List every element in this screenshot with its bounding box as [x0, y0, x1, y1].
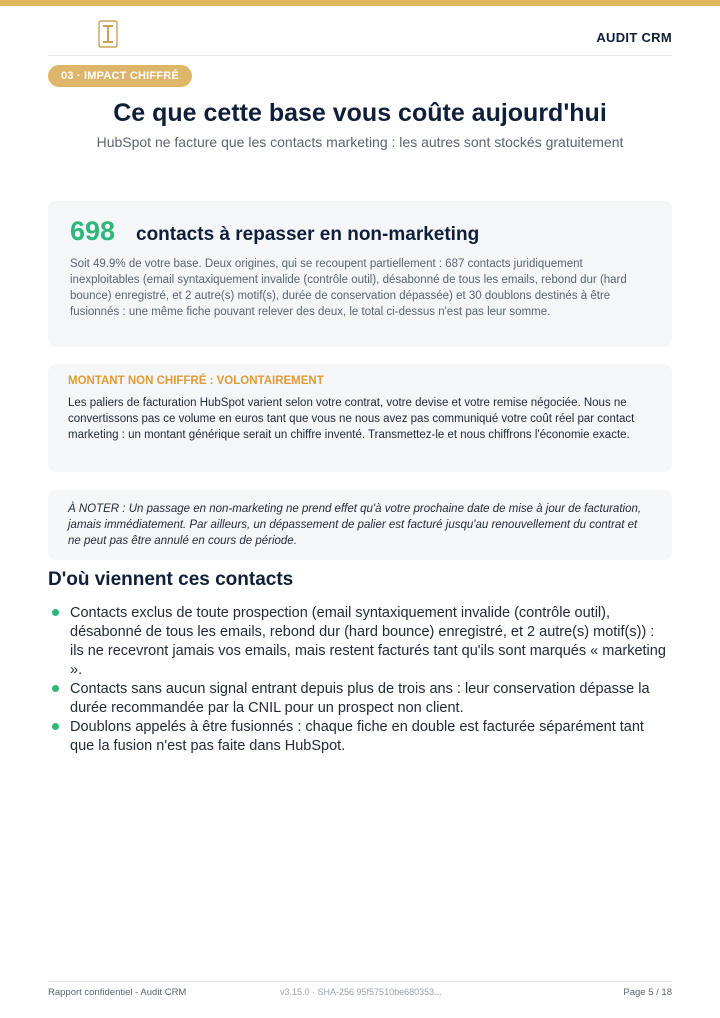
list-item-text: Contacts exclus de toute prospection (email syntaxiquement invalide (contrôle outil), désabonné de tous les emails, rebond dur (hard bounce) enregistré, et 2 autre(s) motif(s)) : ils ne recevront jamais vos emails, mais restent facturés tant qu'ils sont marqués « marketing ». — [70, 605, 666, 678]
warning-card-body: Les paliers de facturation HubSpot varient selon votre contrat, votre devise et votre remise négociée. Nous ne convertissons pas ce volume en euros tant que vous ne nous avez pas communiqué votre coût réel par contact marketing : un montant générique serait un chiffre inventé. Transmettez-le et nous chiffrons l'économie exacte. — [68, 397, 635, 441]
pillar-logo-icon — [98, 20, 118, 48]
note-card — [48, 490, 672, 560]
page-number: Page 5 / 18 — [623, 987, 672, 998]
top-accent-bar — [0, 0, 720, 6]
footer-confidential: Rapport confidentiel - Audit CRM — [48, 987, 187, 998]
note-card-body: À NOTER : Un passage en non-marketing ne prend effet qu'à votre prochaine date de mise à jour de facturation, jamais immédiatement. Par ailleurs, un dépassement de palier est facturé jusqu'au renouvellement du contrat et ne peut pas être annulé en cours de période. — [68, 503, 642, 547]
stat-card-body: Soit 49.9% de votre base. Deux origines, qui se recoupent partiellement : 687 contacts juridiquement inexploitables (email syntaxiquement invalide (contrôle outil), désabonné de tous les emails, rebond dur (hard bounce) enregistré, et 2 autre(s) motif(s), durée de conservation dépassée) et 30 doublons destinés à être fusionnés : une même fiche pouvant relever des deux, le total ci-dessus n'est pas leur somme. — [70, 258, 627, 318]
warning-card-title: MONTANT NON CHIFFRÉ : VOLONTAIREMENT — [68, 375, 324, 387]
origins-list — [48, 604, 672, 756]
contacts-count: 698 — [70, 216, 116, 246]
list-item — [48, 718, 672, 756]
header-title: AUDIT CRM — [596, 30, 672, 45]
page-header — [48, 18, 672, 56]
list-item — [48, 604, 672, 680]
list-item — [48, 680, 672, 718]
warning-card — [48, 364, 672, 472]
page-subtitle: HubSpot ne facture que les contacts marketing : les autres sont stockés gratuitement — [96, 134, 624, 150]
list-item-text: Doublons appelés à être fusionnés : chaque fiche en double est facturée séparément tant que la fusion n'est pas faite dans HubSpot. — [70, 719, 644, 754]
bullet-dot-icon — [52, 723, 59, 730]
page-title: Ce que cette base vous coûte aujourd'hui — [113, 99, 607, 127]
list-item-text: Contacts sans aucun signal entrant depuis plus de trois ans : leur conservation dépasse la durée recommandée par la CNIL pour un prospect non client. — [70, 681, 650, 716]
bullet-dot-icon — [52, 685, 59, 692]
contacts-count-label: contacts à repasser en non-marketing — [136, 224, 480, 245]
stat-card — [48, 201, 672, 347]
origins-heading: D'où viennent ces contacts — [48, 569, 294, 590]
footer-divider — [48, 981, 672, 982]
bullet-dot-icon — [52, 609, 59, 616]
footer-version-hash: v3.15.0 · SHA-256 95f57510be680353... — [280, 987, 442, 997]
section-badge: 03 · IMPACT CHIFFRÉ — [48, 65, 192, 87]
